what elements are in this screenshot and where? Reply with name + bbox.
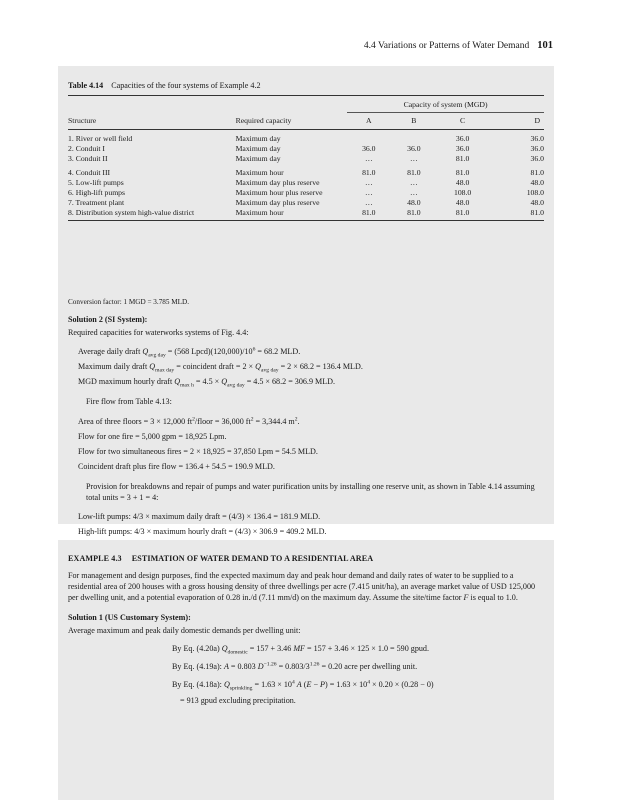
table-cell: 36.0 [530, 154, 544, 163]
table-row [68, 144, 544, 154]
table-cell [347, 130, 390, 145]
fire-flow-heading: Fire flow from Table 4.13: [86, 397, 172, 406]
table-cell: 36.0 [455, 144, 470, 153]
table-row [68, 164, 544, 178]
example-panel-solution [58, 66, 554, 536]
table-header-row [68, 113, 544, 130]
low-lift-pumps-line: Low-lift pumps: 4/3 × maximum daily draft = (4/3) × 136.4 = 181.9 MLD. [78, 512, 321, 521]
table-cell: … [364, 198, 373, 207]
solution-heading: Solution 2 (SI System): [68, 315, 148, 324]
table-footnote: Conversion factor: 1 MGD = 3.785 MLD. [68, 298, 190, 306]
table-cell: … [364, 154, 373, 163]
table-cell [390, 130, 437, 145]
table-cell: 81.0 [407, 168, 421, 177]
table-cell: 36.0 [455, 134, 470, 143]
table-cell: Maximum hour [235, 168, 284, 177]
column-header: B [390, 113, 437, 130]
column-header: C [437, 113, 488, 130]
equation-4-20a-line: By Eq. (4.20a) $Q_{domestic} = 157 + 3.46$ MF = 157 + 3.46 × 125 × 1.0 = 590 gpud. [172, 644, 429, 656]
table-cell: 81.0 [530, 168, 544, 177]
solution-1-intro: Average maximum and peak daily domestic demands per dwelling unit: [68, 626, 301, 635]
running-header [364, 40, 553, 51]
example-title: ESTIMATION OF WATER DEMAND TO A RESIDENTIAL AREA [131, 554, 374, 563]
table-cell: 81.0 [455, 154, 470, 163]
table-cell: 81.0 [455, 168, 470, 177]
example-statement: For management and design purposes, find the expected maximum day and peak hour demand and daily rates of water to be supplied to a residential area of 200 houses with a gross housing density of three dwellings per acre (7.415 unit/ha), an average market value of USD 125,000 per dwelling unit, and a potential evaporation of 0.28 in./d (7.11 mm/d) on the maximum day. Assume the site/time factor F is equal to 1.0. [68, 571, 536, 602]
table-cell: 3. Conduit II [68, 154, 108, 163]
table-cell: 36.0 [530, 144, 544, 153]
table-cell: Maximum day plus reserve [235, 178, 320, 187]
table-cell: 81.0 [347, 208, 390, 221]
section-title: 4.4 Variations or Patterns of Water Demand [363, 41, 530, 51]
example-4-3-panel [58, 540, 554, 800]
table-cell: Maximum day [235, 134, 281, 143]
table-cell: 108.0 [526, 188, 544, 197]
solution-2-block [68, 314, 544, 572]
table-cell: 48.0 [530, 178, 544, 187]
table-cell: Maximum day [235, 144, 281, 153]
table-row [68, 178, 544, 188]
table-title: Capacities of the four systems of Example 4.2 [111, 81, 261, 90]
table-cell: Maximum hour [236, 208, 348, 221]
table-cell: 81.0 [488, 208, 544, 221]
table-cell: 8. Distribution system high-value district [68, 208, 236, 221]
table-caption [68, 81, 261, 90]
column-header: A [347, 113, 390, 130]
column-header: D [488, 113, 544, 130]
table-cell: 81.0 [437, 208, 488, 221]
column-header: Required capacity [236, 113, 348, 130]
max-hourly-draft-line: MGD maximum hourly draft $Q_{max h} = 4.5 \times Q_{avg day} = 4.5 \times 68.2 = 306.9$ MLD. [78, 377, 336, 389]
example-4-3-block [68, 553, 544, 706]
equation-4-18a-line: By Eq. (4.18a): $Q_{sprinkling} = 1.63 \times 10^4$ A $(E - P) = 1.63 \times 10^4 \times 0.20 \times (0.28 - 0)$ [172, 679, 434, 692]
table-cell: 36.0 [362, 144, 376, 153]
table-cell: 4. Conduit III [68, 168, 111, 177]
table-row [68, 154, 544, 164]
table-cell: 48.0 [455, 178, 470, 187]
table-row [68, 208, 544, 221]
table-cell: 6. High-lift pumps [68, 188, 126, 197]
equation-4-19a-line: By Eq. (4.19a): A = 0.803 $D^{-1.26} = 0.803/3^{1.26} = 0.20$ acre per dwelling unit. [172, 661, 418, 671]
capacities-table [68, 95, 544, 221]
table-cell: 81.0 [390, 208, 437, 221]
provision-paragraph: Provision for breakdowns and repair of pumps and water purification units by installing one reserve unit, as shown in Table 4.14 assuming total units = 3 + 1 = 4: [86, 482, 535, 502]
table-cell: Maximum day [235, 154, 281, 163]
two-fires-flow-line: Flow for two simultaneous fires = 2 × 18,925 = 37,850 Lpm = 54.5 MLD. [78, 447, 318, 456]
solution-intro: Required capacities for waterworks systems of Fig. 4.4: [68, 328, 249, 337]
table-cell: … [410, 188, 418, 197]
page-number: 101 [537, 40, 553, 51]
table-cell: … [410, 154, 418, 163]
table-cell: 48.0 [530, 198, 544, 207]
table-cell: 48.0 [407, 198, 421, 207]
table-cell: … [410, 178, 418, 187]
one-fire-flow-line: Flow for one fire = 5,000 gpm = 18,925 Lpm. [78, 432, 227, 441]
solution-1-heading: Solution 1 (US Customary System): [68, 613, 191, 622]
table-cell: 2. Conduit I [68, 144, 105, 153]
table-cell: 48.0 [455, 198, 470, 207]
capacity-group-header: Capacity of system (MGD) [347, 99, 544, 113]
floor-area-line: Area of three floors = 3 × 12,000 $ft^2$/floor = 36,000 $ft^2 = 3,344.4$ $m^2$. [78, 416, 300, 426]
table-cell: 81.0 [362, 168, 376, 177]
table-cell: Maximum day plus reserve [235, 198, 320, 207]
table-row [68, 188, 544, 198]
table-row [68, 130, 544, 145]
table-cell: 36.0 [407, 144, 421, 153]
table-cell: … [364, 178, 373, 187]
example-label: EXAMPLE 4.3 [68, 554, 122, 563]
table-cell: … [364, 188, 373, 197]
table-cell: Maximum hour plus reserve [235, 188, 323, 197]
table-cell: 7. Treatment plant [68, 198, 125, 207]
high-lift-pumps-line: High-lift pumps: 4/3 × maximum hourly draft = (4/3) × 306.9 = 409.2 MLD. [78, 527, 327, 536]
equation-4-18a-result: = 913 gpud excluding precipitation. [180, 696, 296, 705]
avg-daily-draft-line: Average daily draft $Q_{avg day} = (568$ $Lpcd)(120,000)/10^6 = 68.2$ MLD. [78, 346, 301, 359]
table-cell: 36.0 [530, 134, 544, 143]
example-heading [68, 553, 544, 564]
table-cell: 108.0 [453, 188, 472, 197]
column-header: Structure [68, 113, 236, 130]
table-row [68, 198, 544, 208]
table-label: Table 4.14 [68, 81, 104, 90]
coincident-draft-line: Coincident draft plus fire flow = 136.4 + 54.5 = 190.9 MLD. [78, 462, 275, 471]
table-cell: 1. River or well field [68, 134, 133, 143]
max-daily-draft-line: Maximum daily draft $Q_{max day}$ = coincident draft = $2 \times Q_{avg day} = 2 \times 68.2 = 136.4$ MLD. [78, 362, 363, 374]
table-group-header-row [68, 99, 544, 113]
table-cell: 5. Low-lift pumps [68, 178, 124, 187]
